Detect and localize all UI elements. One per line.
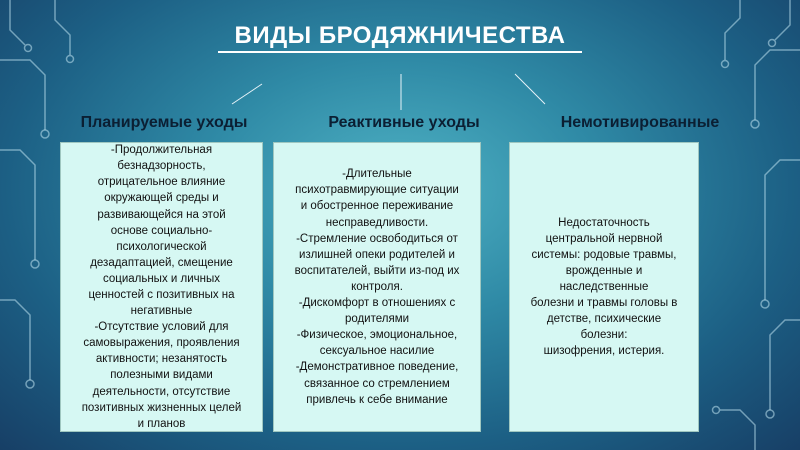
card-planned: [60, 142, 263, 432]
heading-unmotivated: Немотивированные: [560, 114, 720, 131]
card-unmotivated-text: Недостаточность центральной нервной системы: родовые травмы, врожденные и наследственные болезни и травмы головы в детстве, психические болезни: шизофрения, истерия.: [530, 216, 678, 358]
card-unmotivated: [509, 142, 699, 432]
heading-planned: Планируемые уходы: [80, 114, 248, 131]
card-planned-text: -Продолжительная безнадзорность, отрицательное влияние окружающей среды и развивающейся на этой основе социально- психологической дезадаптацией, смещение социальных и личных ценностей с позитивных на негативные -Отсутствие условий для самовыражения, проявления активности; незанятость полезными видами деятельности, отсутствие позитивных жизненных целей и планов: [81, 144, 242, 430]
heading-reactive: Реактивные уходы: [328, 114, 480, 131]
card-reactive: [273, 142, 481, 432]
card-reactive-text: -Длительные психотравмирующие ситуации и обостренное переживание несправедливости. -Стремление освободиться от излишней опеки родителей и воспитателей, выйти из-под их контроля. -Дискомфорт в отношениях с родителями -Физическое, эмоциональное, сексуальное насилие -Демонстративное поведение, связанное со стремлением привлечь к себе внимание: [294, 168, 460, 406]
arrow-right: [515, 74, 545, 104]
arrow-left: [232, 84, 262, 104]
slide-title: ВИДЫ БРОДЯЖНИЧЕСТВА: [234, 22, 566, 49]
